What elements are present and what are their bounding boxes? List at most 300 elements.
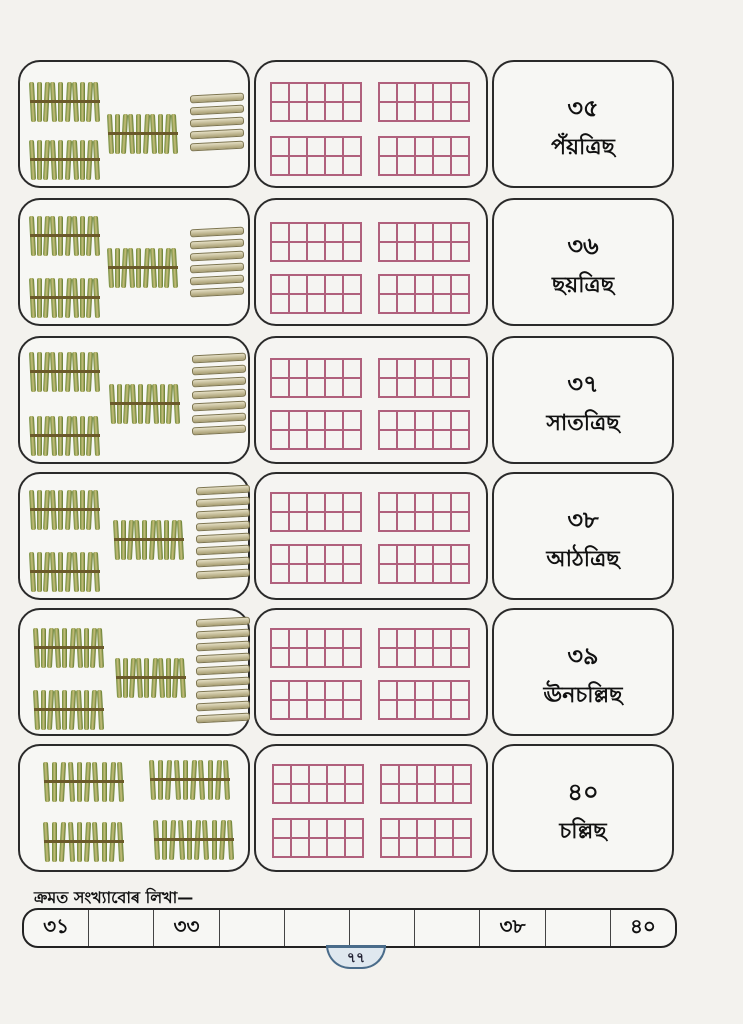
stick-bundle — [114, 520, 184, 560]
ten-frame-cell — [327, 765, 345, 784]
number-label-panel — [492, 60, 674, 188]
ten-frame-cell — [325, 564, 343, 583]
ten-frame-cell — [379, 242, 397, 261]
ten-frame-cell — [417, 819, 435, 838]
ten-frame-cell — [271, 681, 289, 700]
ten-frame-cell — [453, 765, 471, 784]
number-word: ঊনচল্লিছ — [543, 683, 623, 708]
loose-stick — [192, 389, 246, 400]
ten-frame-cell — [397, 359, 415, 378]
stick-bundle — [30, 490, 100, 530]
ten-frame-cell — [307, 629, 325, 648]
ten-frame-cell — [379, 430, 397, 449]
loose-stick — [196, 629, 250, 640]
ten-frame-cell — [289, 102, 307, 121]
ten-frame-cell — [271, 411, 289, 430]
loose-stick — [196, 713, 250, 724]
loose-stick — [196, 545, 250, 556]
bundle-tie — [34, 646, 104, 649]
ten-frame-cell — [343, 223, 361, 242]
ten-frame-cell — [379, 156, 397, 175]
ten-frame-cell — [397, 294, 415, 313]
ten-frame-cell — [433, 378, 451, 397]
ten-frame-cell — [417, 765, 435, 784]
bundle-tie — [44, 840, 124, 843]
ten-frame-cell — [397, 564, 415, 583]
number-word: সাতত্রিছ — [546, 411, 620, 436]
stick-bundle — [116, 658, 186, 698]
ten-frame-cell — [433, 359, 451, 378]
ten-frame-cell — [325, 700, 343, 719]
ten-frame-cell — [397, 681, 415, 700]
ten-frame — [378, 222, 470, 262]
loose-stick — [196, 701, 250, 712]
ten-frame-cell — [451, 83, 469, 102]
ten-frame-cell — [397, 137, 415, 156]
numeral: ৪০ — [567, 778, 599, 806]
ten-frame-cell — [289, 700, 307, 719]
loose-stick — [196, 617, 250, 628]
ten-frame-cell — [433, 648, 451, 667]
number-label-panel — [492, 608, 674, 736]
ten-frame-cell — [307, 242, 325, 261]
ten-frame-cell — [307, 83, 325, 102]
stick-bundle — [108, 248, 178, 288]
sequence-blank-cell[interactable] — [546, 910, 611, 946]
ten-frame — [378, 410, 470, 450]
ten-frame-cell — [289, 137, 307, 156]
loose-stick — [196, 665, 250, 676]
ten-frame-cell — [451, 137, 469, 156]
ten-frame-cell — [325, 156, 343, 175]
ten-frame-cell — [289, 681, 307, 700]
stick-bundles-panel — [18, 198, 250, 326]
ten-frame-cell — [307, 223, 325, 242]
ten-frame-cell — [379, 83, 397, 102]
ten-frame-cell — [379, 294, 397, 313]
ten-frame-cell — [417, 838, 435, 857]
bundle-tie — [30, 158, 100, 161]
ten-frame-cell — [451, 275, 469, 294]
loose-stick — [190, 141, 244, 152]
ten-frame-cell — [415, 512, 433, 531]
loose-stick — [196, 533, 250, 544]
ten-frame-cell — [433, 430, 451, 449]
bundle-tie — [150, 778, 230, 781]
ten-frame-cell — [379, 564, 397, 583]
ten-frame — [378, 274, 470, 314]
ten-frame-cell — [343, 564, 361, 583]
ten-frame-cell — [271, 648, 289, 667]
loose-stick — [196, 509, 250, 520]
number-row-37 — [18, 336, 674, 464]
number-label-panel — [492, 198, 674, 326]
ten-frame-cell — [397, 700, 415, 719]
ten-frame-cell — [307, 681, 325, 700]
ten-frame-cell — [327, 819, 345, 838]
ten-frame-cell — [451, 223, 469, 242]
ten-frame-cell — [433, 156, 451, 175]
stick-bundle — [110, 384, 180, 424]
ten-frame-cell — [343, 83, 361, 102]
ten-frame-cell — [307, 359, 325, 378]
loose-stick — [196, 569, 250, 580]
ten-frame-cell — [415, 629, 433, 648]
ten-frame-cell — [343, 359, 361, 378]
ten-frame-cell — [271, 156, 289, 175]
loose-stick — [190, 227, 244, 238]
ten-frame-cell — [289, 294, 307, 313]
ten-frame-cell — [325, 275, 343, 294]
ten-frame-cell — [271, 275, 289, 294]
ten-frame-cell — [271, 378, 289, 397]
bundle-tie — [44, 780, 124, 783]
loose-stick — [190, 251, 244, 262]
ten-frame-cell — [271, 83, 289, 102]
bundle-tie — [114, 538, 184, 541]
ten-frame-cell — [435, 765, 453, 784]
ten-frame-cell — [343, 294, 361, 313]
ten-frames-panel — [254, 60, 488, 188]
ten-frame-cell — [415, 83, 433, 102]
ten-frame-cell — [453, 819, 471, 838]
stick-bundles-panel — [18, 744, 250, 872]
loose-stick — [192, 353, 246, 364]
ten-frame-cell — [271, 359, 289, 378]
ten-frame — [270, 544, 362, 584]
ten-frame-cell — [397, 545, 415, 564]
ten-frame-cell — [397, 493, 415, 512]
ten-frame-cell — [451, 629, 469, 648]
ten-frame-cell — [379, 681, 397, 700]
ten-frame — [270, 410, 362, 450]
stick-bundle — [108, 114, 178, 154]
sequence-blank-cell[interactable] — [285, 910, 350, 946]
ten-frame-cell — [307, 411, 325, 430]
ten-frame-cell — [415, 275, 433, 294]
ten-frame-cell — [451, 378, 469, 397]
ten-frame-cell — [415, 564, 433, 583]
ten-frame — [378, 544, 470, 584]
ten-frame-cell — [289, 512, 307, 531]
ten-frame-cell — [433, 700, 451, 719]
ten-frame-cell — [415, 156, 433, 175]
ten-frame-cell — [345, 819, 363, 838]
sequence-blank-cell[interactable] — [89, 910, 154, 946]
ten-frame-cell — [379, 275, 397, 294]
ten-frame-cell — [289, 156, 307, 175]
ten-frame-cell — [451, 512, 469, 531]
ten-frame-cell — [325, 648, 343, 667]
ten-frame-cell — [379, 378, 397, 397]
ten-frame-cell — [343, 493, 361, 512]
bundle-tie — [30, 100, 100, 103]
ten-frame-cell — [381, 765, 399, 784]
ten-frame-cell — [343, 700, 361, 719]
ten-frame-cell — [343, 430, 361, 449]
stick-bundle — [150, 760, 230, 800]
ten-frame-cell — [325, 681, 343, 700]
ten-frame-cell — [289, 242, 307, 261]
bundle-tie — [30, 508, 100, 511]
numeral: ৩৯ — [567, 642, 599, 670]
ten-frame-cell — [397, 512, 415, 531]
ten-frame-cell — [307, 294, 325, 313]
ten-frame-cell — [343, 242, 361, 261]
ten-frame-cell — [327, 838, 345, 857]
ten-frame-cell — [379, 102, 397, 121]
sequence-blank-cell[interactable] — [350, 910, 415, 946]
ten-frame-cell — [399, 765, 417, 784]
ten-frame-cell — [379, 512, 397, 531]
ten-frame-cell — [273, 765, 291, 784]
sequence-blank-cell[interactable] — [415, 910, 480, 946]
ten-frame-cell — [325, 545, 343, 564]
ten-frame-cell — [291, 784, 309, 803]
ten-frame-cell — [381, 819, 399, 838]
ten-frame-cell — [451, 700, 469, 719]
ten-frame-cell — [415, 223, 433, 242]
ten-frames-panel — [254, 744, 488, 872]
bundle-tie — [154, 838, 234, 841]
ten-frame-cell — [291, 838, 309, 857]
ten-frame — [378, 628, 470, 668]
ten-frames-panel — [254, 608, 488, 736]
ten-frame-cell — [451, 242, 469, 261]
ten-frame — [270, 82, 362, 122]
loose-stick — [196, 689, 250, 700]
ten-frame-cell — [379, 359, 397, 378]
ten-frame-cell — [451, 681, 469, 700]
ten-frame-cell — [451, 545, 469, 564]
ten-frame-cell — [325, 242, 343, 261]
ten-frame-cell — [415, 359, 433, 378]
ten-frame — [270, 628, 362, 668]
ten-frame-cell — [433, 681, 451, 700]
ten-frame-cell — [307, 564, 325, 583]
ten-frame-cell — [271, 564, 289, 583]
sequence-blank-cell[interactable] — [220, 910, 285, 946]
ten-frame-cell — [271, 629, 289, 648]
ten-frame-cell — [309, 784, 327, 803]
stick-bundles-panel — [18, 60, 250, 188]
stick-bundle — [44, 762, 124, 802]
number-row-38 — [18, 472, 674, 600]
stick-bundle — [34, 628, 104, 668]
ten-frame-cell — [343, 681, 361, 700]
loose-stick — [190, 287, 244, 298]
ten-frame-cell — [345, 765, 363, 784]
bundle-tie — [110, 402, 180, 405]
ten-frame-cell — [325, 223, 343, 242]
ten-frame-cell — [271, 545, 289, 564]
bundle-tie — [34, 708, 104, 711]
ten-frame-cell — [399, 819, 417, 838]
ten-frame-cell — [399, 784, 417, 803]
ten-frame-cell — [435, 784, 453, 803]
stick-bundle — [44, 822, 124, 862]
ten-frame-cell — [343, 102, 361, 121]
ten-frame-cell — [433, 493, 451, 512]
ten-frame-cell — [271, 223, 289, 242]
ten-frame-cell — [451, 430, 469, 449]
ten-frame-cell — [309, 819, 327, 838]
ten-frame-cell — [415, 137, 433, 156]
ten-frame-cell — [397, 378, 415, 397]
ten-frame-cell — [379, 648, 397, 667]
ten-frame-cell — [397, 156, 415, 175]
ten-frame — [378, 82, 470, 122]
ten-frame-cell — [433, 102, 451, 121]
loose-stick — [196, 497, 250, 508]
ten-frame — [270, 358, 362, 398]
page-number-boat-icon — [326, 945, 386, 969]
ten-frame-cell — [379, 137, 397, 156]
ten-frame-cell — [451, 564, 469, 583]
ten-frames-panel — [254, 336, 488, 464]
stick-bundle — [30, 216, 100, 256]
stick-bundle — [30, 352, 100, 392]
ten-frame-cell — [291, 819, 309, 838]
ten-frame-cell — [417, 784, 435, 803]
ten-frame-cell — [325, 137, 343, 156]
ten-frame-cell — [451, 493, 469, 512]
ten-frame-cell — [415, 294, 433, 313]
ten-frame-cell — [451, 411, 469, 430]
number-word: পঁয়ত্রিছ — [551, 135, 615, 160]
ten-frame-cell — [381, 838, 399, 857]
sequence-cell: ৩১ — [24, 910, 89, 946]
ten-frame-cell — [291, 765, 309, 784]
bundle-tie — [116, 676, 186, 679]
ten-frame-cell — [433, 275, 451, 294]
ten-frame-cell — [307, 512, 325, 531]
ten-frame-cell — [327, 784, 345, 803]
ten-frame-cell — [307, 648, 325, 667]
ten-frame-cell — [307, 378, 325, 397]
page-number: ৭৭ — [346, 949, 366, 966]
sequence-cell: ৩৩ — [154, 910, 219, 946]
ten-frame-cell — [415, 378, 433, 397]
ten-frame-cell — [289, 545, 307, 564]
loose-stick — [196, 557, 250, 568]
ten-frame-cell — [307, 700, 325, 719]
ten-frame-cell — [289, 430, 307, 449]
ten-frame-cell — [325, 629, 343, 648]
bundle-tie — [30, 234, 100, 237]
ten-frame-cell — [289, 83, 307, 102]
ten-frame — [270, 222, 362, 262]
bundle-tie — [108, 266, 178, 269]
ten-frame-cell — [435, 838, 453, 857]
ten-frame-cell — [397, 430, 415, 449]
number-row-40 — [18, 744, 674, 872]
number-label-panel — [492, 472, 674, 600]
number-label-panel — [492, 336, 674, 464]
number-word: ছয়ত্রিছ — [551, 273, 615, 298]
ten-frame-cell — [289, 275, 307, 294]
ten-frame-cell — [289, 564, 307, 583]
stick-bundles-panel — [18, 336, 250, 464]
loose-stick — [196, 485, 250, 496]
ten-frame-cell — [451, 294, 469, 313]
ten-frame — [380, 764, 472, 804]
ten-frame-cell — [307, 156, 325, 175]
bundle-tie — [30, 296, 100, 299]
ten-frame-cell — [289, 359, 307, 378]
ten-frame-cell — [433, 83, 451, 102]
numeral: ৩৫ — [567, 94, 599, 122]
loose-stick — [190, 93, 244, 104]
loose-stick — [190, 105, 244, 116]
ten-frame-cell — [433, 294, 451, 313]
loose-stick — [196, 677, 250, 688]
ten-frame-cell — [415, 411, 433, 430]
ten-frame-cell — [271, 242, 289, 261]
ten-frame-cell — [397, 223, 415, 242]
ten-frame-cell — [271, 493, 289, 512]
ten-frame-cell — [343, 137, 361, 156]
ten-frame-cell — [307, 137, 325, 156]
ten-frame-cell — [273, 838, 291, 857]
ten-frame-cell — [345, 838, 363, 857]
ten-frame-cell — [435, 819, 453, 838]
ten-frame-cell — [451, 648, 469, 667]
ten-frame-cell — [273, 784, 291, 803]
number-word: চল্লিছ — [559, 819, 607, 844]
ten-frame-cell — [379, 545, 397, 564]
ten-frame — [270, 492, 362, 532]
number-row-39 — [18, 608, 674, 736]
ten-frame-cell — [379, 629, 397, 648]
numeral: ৩৮ — [567, 506, 599, 534]
ten-frame-cell — [289, 378, 307, 397]
ten-frame — [272, 818, 364, 858]
ten-frame-cell — [325, 359, 343, 378]
ten-frame-cell — [325, 430, 343, 449]
ten-frame-cell — [343, 156, 361, 175]
ten-frame-cell — [273, 819, 291, 838]
ten-frame-cell — [399, 838, 417, 857]
ten-frame-cell — [433, 242, 451, 261]
ten-frame-cell — [325, 493, 343, 512]
ten-frame-cell — [433, 564, 451, 583]
loose-stick — [196, 641, 250, 652]
loose-stick — [190, 263, 244, 274]
ten-frame-cell — [309, 838, 327, 857]
ten-frame-cell — [343, 648, 361, 667]
ten-frame-cell — [325, 512, 343, 531]
ten-frame — [378, 492, 470, 532]
ten-frame — [270, 274, 362, 314]
number-sequence-strip — [22, 908, 677, 948]
ten-frame-cell — [325, 102, 343, 121]
ten-frame-cell — [381, 784, 399, 803]
bundle-tie — [30, 570, 100, 573]
ten-frame-cell — [433, 223, 451, 242]
ten-frame-cell — [415, 545, 433, 564]
ten-frame — [378, 680, 470, 720]
bundle-tie — [108, 132, 178, 135]
stick-bundle — [30, 416, 100, 456]
bundle-tie — [30, 370, 100, 373]
ten-frame-cell — [451, 359, 469, 378]
ten-frames-panel — [254, 198, 488, 326]
ten-frame-cell — [289, 629, 307, 648]
numeral: ৩৭ — [567, 370, 599, 398]
ten-frame-cell — [433, 137, 451, 156]
ten-frames-panel — [254, 472, 488, 600]
